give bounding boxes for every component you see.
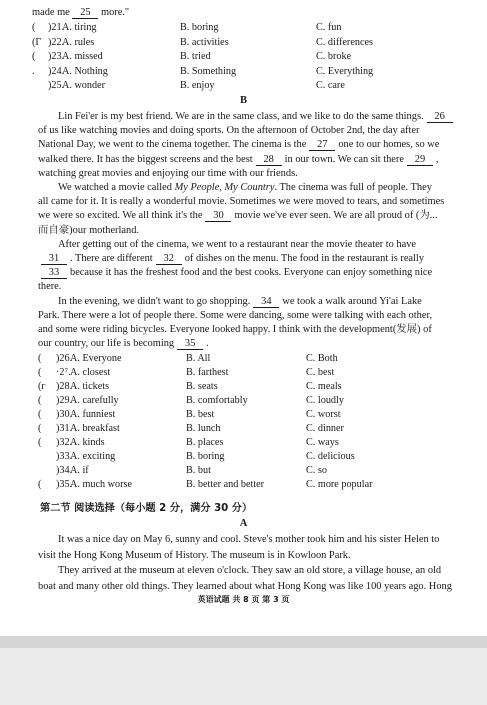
text-line: It was a nice day on May 6, sunny and cool. Steve's mother took him and his sister Helen to [58,534,440,545]
option-row [0,394,487,408]
option-a: A. kinds [70,437,105,448]
blank-34: 34 [253,296,279,308]
page-footer: 英语试题 共 8 页 第 3 页 [197,595,290,604]
option-a: A. Everyone [70,353,122,364]
option-paren: ( [38,423,42,434]
passage-b-paragraph-3 [38,238,438,295]
text-segment: our country, our life is becoming [38,338,175,350]
passage-b [38,110,445,351]
option-row [0,36,487,50]
option-c: C. worst [306,409,341,420]
option-row [0,478,487,492]
option-b: B. seats [186,381,218,392]
text-line [38,153,438,167]
blank-30: 30 [205,210,231,222]
option-paren: ( [32,22,36,33]
option-b: B. Something [180,65,237,77]
text-line [38,309,438,323]
text-line [38,224,438,238]
option-row [0,50,487,64]
option-row [0,65,487,79]
blank-25: 25 [72,7,98,19]
option-paren: (ᴦ [38,381,46,392]
option-num: )26. [56,353,73,364]
option-c: C. more popular [306,479,373,490]
option-row [0,366,487,380]
text-line [38,195,445,209]
option-a: A. if [70,465,89,476]
option-num: )25. [48,80,65,92]
option-num: ·2⁷. [56,367,71,378]
text-segment: Lin Fei'er is my best friend. We are in the same class, and we like to do the same things. [58,111,424,122]
text-line: visit the Hong Kong Museum of History. The museum is in Kowloon Park. [38,549,351,561]
option-num: )23. [48,51,65,63]
option-num: )29. [56,395,73,406]
text-line [38,110,445,124]
option-c: C. delicious [306,451,355,462]
blank-29: 29 [407,154,433,166]
movie-title: My People, My Country [174,182,275,194]
option-c: C. dinner [306,423,344,434]
option-a: A. exciting [70,451,116,462]
option-paren: ( [32,51,36,63]
text-segment: one to our homes, so we [338,139,440,151]
section-a-label: A [239,518,248,529]
option-c: C. ways [306,437,339,448]
option-a: A. missed [62,51,103,63]
option-num: )24. [48,65,65,77]
text-segment: movie we've ever seen. We are all proud of (为... [234,210,438,222]
text-line [38,280,438,294]
option-b: B. places [186,437,224,448]
blank-31: 31 [41,253,67,265]
option-row [0,380,487,394]
option-row [0,422,487,436]
option-num: )28. [56,381,73,392]
option-b: B. boring [180,22,219,33]
option-row [0,436,487,450]
text-line [38,181,438,195]
option-num: )21. [48,22,65,33]
text-line [38,252,438,266]
option-num: )34. [56,465,73,476]
text-segment: In the evening, we didn't want to go shopping. [58,295,251,307]
text-line: boat and many other old things. They learned about what Hong Kong was like 100 years ago. Hong [38,580,452,592]
option-num: )31. [56,423,73,434]
option-b: B. activities [180,36,229,48]
text-line [38,337,438,351]
option-num: )35. [56,479,73,490]
passage-b-paragraph-2 [38,181,445,238]
option-a: A. breakfast [70,423,120,434]
option-row [0,464,487,478]
option-c: C. fun [316,22,342,33]
blank-33: 33 [41,267,67,279]
text-segment: of dishes on the menu. The food in the restaurant is really [184,253,425,265]
passage-b-paragraph-4 [38,295,438,352]
text-segment: , [435,153,439,165]
text-segment: and some were riding bicycles. Everyone looked happy. I think with the development(发展) of [38,324,432,336]
option-b: B. lunch [186,423,221,434]
option-row [0,408,487,422]
text-segment: we were so excited. We all think it's the [38,210,203,222]
option-a: A. tiring [62,22,97,33]
text-segment: Park. There were a lot of people there. Some were dancing, some were talking with each other, [38,309,433,321]
option-c: C. care [316,80,345,92]
blank-32: 32 [156,253,182,265]
text-line [38,167,438,181]
option-paren: ( [38,353,42,364]
option-b: B. boring [186,451,225,462]
text-segment: We watched a movie called [58,182,175,194]
option-b: B. best [186,409,215,420]
option-b: B. All [186,353,211,364]
option-row [0,79,487,93]
option-row [0,21,487,35]
option-paren: ( [38,479,42,490]
option-row [0,352,487,366]
text-line [38,266,438,280]
text-line [38,138,438,152]
option-b: B. tried [180,51,211,63]
option-paren: ( [38,409,42,420]
text-segment: . There are different [70,253,153,265]
text-segment: there. [38,281,62,293]
option-c: C. Both [306,353,338,364]
option-a: A. closest [70,367,111,378]
option-c: C. Everything [316,65,374,77]
option-paren: . [32,65,35,77]
text-line [38,295,438,309]
option-c: C. meals [306,381,342,392]
text-segment: . [206,338,209,350]
text-line [38,209,438,223]
blank-26: 26 [427,111,453,123]
text-segment: . The cinema was full of people. They [274,182,432,194]
blank-35: 35 [177,338,203,350]
option-paren: ( [38,395,42,406]
text-segment: walked there. It has the biggest screens and the best [38,153,253,165]
text-segment: all came for it. It is really a wonderful movie. Sometimes we were moved to tears, and sometimes [38,196,445,208]
text-segment: 而自豪)our motherland. [38,224,139,236]
option-b: B. comfortably [186,395,248,406]
option-a: A. funniest [70,409,116,420]
text-segment: of us like watching movies and doing sports. On the afternoon of October 2nd, the day after [38,125,420,137]
text-segment: in our town. We can sit there [284,153,404,165]
option-paren: ( [38,367,42,378]
option-b: B. farthest [186,367,229,378]
blank-27: 27 [309,139,335,151]
text-line [38,238,438,252]
option-paren: ( [38,437,42,448]
option-a: A. Nothing [62,65,108,77]
option-b: B. better and better [186,479,265,490]
text-line: They arrived at the museum at eleven o'clock. They saw an old store, a village house, an old [58,565,442,576]
option-a: A. tickets [70,381,110,392]
text-segment: After getting out of the cinema, we went to a restaurant near the movie theater to have [58,238,417,250]
passage-a [38,532,452,594]
option-a: A. wonder [62,80,106,92]
option-c: C. differences [316,36,373,48]
option-num: )32. [56,437,73,448]
next-page-background [0,648,487,705]
page-gap [0,636,487,648]
option-c: C. best [306,367,335,378]
text-segment: we took a walk around Yi'ai Lake [282,295,422,307]
option-num: )33. [56,451,73,462]
blank-28: 28 [256,154,282,166]
text-line [38,124,438,138]
section2-heading: 第二节 阅读选择（每小题 2 分，满分 30 分） [40,503,253,514]
option-paren: (Γ [32,36,42,48]
option-row [0,450,487,464]
text-segment: watching great movies and enjoying our time with our friends. [38,167,298,179]
option-c: C. broke [316,51,352,63]
option-a: A. much worse [70,479,132,490]
passage-b-paragraph-1 [38,110,445,181]
option-c: C. so [306,465,327,476]
text-segment: because it has the freshest food and the best cooks. Everyone can enjoy something nice [70,267,433,279]
option-b: B. but [186,465,211,476]
option-num: )30. [56,409,73,420]
text-segment: National Day, we went to the cinema together. The cinema is the [38,139,307,151]
option-c: C. loudly [306,395,344,406]
top-line: made me 25 more." [32,7,130,18]
option-a: A. carefully [70,395,119,406]
option-num: )22. [48,36,65,48]
section-b-label: B [239,95,247,106]
option-a: A. rules [62,36,95,48]
text-line [38,323,438,337]
option-b: B. enjoy [180,80,215,92]
